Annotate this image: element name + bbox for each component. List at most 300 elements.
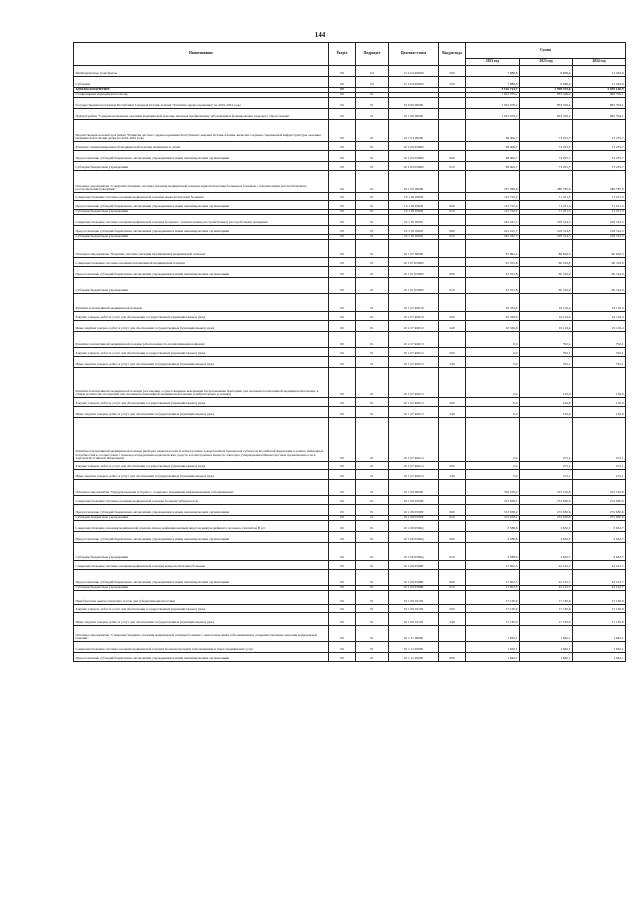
cell-subsection: 01: [356, 312, 389, 321]
cell-section: 09: [329, 418, 356, 462]
cell-amount-1: 222 247,7: [466, 226, 520, 235]
cell-section: 09: [329, 516, 356, 521]
table-row: [74, 357, 626, 368]
cell-subsection: 01: [356, 505, 389, 516]
cell-name: Субсидии бюджетным учреждениям: [74, 516, 329, 521]
cell-section: 08: [329, 77, 356, 88]
cell-expense-type: 600: [439, 505, 466, 516]
cell-amount-3: 792,1: [573, 332, 626, 348]
cell-name: Закупка товаров, работ и услуг для обеспечения государственных (муниципальных) нужд: [74, 462, 329, 470]
cell-subsection: 01: [356, 561, 389, 570]
cell-amount-2: 73 255,7: [520, 142, 573, 151]
cell-amount-3: 272 630,6: [573, 516, 626, 521]
table-row: [74, 642, 626, 653]
cell-amount-3: 60 319,9: [573, 278, 626, 294]
cell-subsection: 01: [356, 532, 389, 543]
cell-amount-3: 22 122,7: [573, 561, 626, 570]
table-row: [74, 120, 626, 142]
cell-section: 09: [329, 407, 356, 418]
cell-section: 09: [329, 142, 356, 151]
cell-subsection: 01: [356, 521, 389, 532]
cell-subsection: 01: [356, 543, 389, 561]
cell-name: Субсидии бюджетным учреждениям: [74, 210, 329, 215]
cell-subsection: 01: [356, 496, 389, 505]
cell-amount-3: 71 471,3: [573, 193, 626, 201]
cell-amount-3: 60 319,9: [573, 267, 626, 278]
cell-name: Развитие паллиативной медицинской помощи (посещения, осуществленные выездными патронажными бригадами для оказания паллиативной медицинской помощи, в общем количестве посещений для оказания паллиативной медицинской помощи в амбулаторных условиях): [74, 368, 329, 398]
cell-amount-3: 1 662,1: [573, 626, 626, 642]
cell-amount-1: 115 722,2: [466, 193, 520, 201]
cell-expense-type: [439, 591, 466, 605]
table-row: [74, 171, 626, 193]
cell-amount-1: 17 130,9: [466, 613, 520, 626]
cell-name: Приобретение диагностических тестов для туберкулинодиагностики: [74, 591, 329, 605]
table-row: [74, 462, 626, 470]
cell-expense-type: 240: [439, 613, 466, 626]
cell-amount-2: 833 326,2: [520, 93, 573, 98]
cell-subsection: 01: [356, 162, 389, 171]
table-row: [74, 215, 626, 226]
cell-section: 09: [329, 321, 356, 332]
cell-amount-3: 12 264,6: [573, 77, 626, 88]
cell-target-item: 10 1 05 0509I: [389, 193, 439, 201]
cell-section: 09: [329, 586, 356, 591]
cell-expense-type: 610: [439, 235, 466, 240]
cell-target-item: 10 1 09 10105: [389, 605, 439, 613]
cell-section: 09: [329, 98, 356, 109]
header-year-3: 2024 год: [573, 59, 626, 66]
cell-section: 09: [329, 109, 356, 120]
cell-section: 09: [329, 258, 356, 267]
cell-subsection: 01: [356, 570, 389, 586]
cell-amount-1: 61 555,8: [466, 258, 520, 267]
cell-target-item: 10 1 07 R2013: [389, 348, 439, 357]
table-row: [74, 368, 626, 398]
cell-name: Предоставление субсидий бюджетным, автономным учреждениям и иным некоммерческим организациям: [74, 532, 329, 543]
cell-name: Предоставление субсидий бюджетным, автономным учреждениям и иным некоммерческим организациям: [74, 653, 329, 662]
cell-amount-2: 792,1: [520, 332, 573, 348]
table-row: [74, 418, 626, 462]
cell-amount-3: 73 255,7: [573, 142, 626, 151]
cell-target-item: 10 1 07 0509N: [389, 258, 439, 267]
cell-amount-1: 222 247,7: [466, 235, 520, 240]
cell-amount-3: 60 319,9: [573, 258, 626, 267]
cell-subsection: 01: [356, 171, 389, 193]
table-row: [74, 258, 626, 267]
cell-subsection: 01: [356, 418, 389, 462]
cell-expense-type: [439, 521, 466, 532]
cell-expense-type: 520: [439, 77, 466, 88]
cell-amount-3: 272,1: [573, 462, 626, 470]
cell-amount-2: 19 116,4: [520, 312, 573, 321]
cell-amount-3: 218 314,3: [573, 235, 626, 240]
cell-section: 09: [329, 561, 356, 570]
cell-amount-3: 71 471,3: [573, 210, 626, 215]
table-row: [74, 226, 626, 235]
cell-target-item: 10 1 05 0509I: [389, 201, 439, 210]
cell-amount-3: 315 516,8: [573, 480, 626, 496]
cell-target-item: 10 1 07 R2014: [389, 462, 439, 470]
cell-subsection: 01: [356, 368, 389, 398]
cell-target-item: 10 0 00 00000: [389, 98, 439, 109]
cell-target-item: 10 1 05 0509J: [389, 235, 439, 240]
cell-subsection: 01: [356, 462, 389, 470]
cell-target-item: 10 1 09 0509R: [389, 570, 439, 586]
cell-section: 09: [329, 532, 356, 543]
cell-section: 09: [329, 613, 356, 626]
cell-target-item: 10 1 03 0509D: [389, 142, 439, 151]
cell-name: Закупка товаров, работ и услуг для обеспечения государственных (муниципальных) нужд: [74, 348, 329, 357]
cell-subsection: 01: [356, 357, 389, 368]
cell-amount-3: 73 255,7: [573, 151, 626, 162]
cell-target-item: 10 1 07 R2013: [389, 357, 439, 368]
cell-section: 09: [329, 605, 356, 613]
cell-subsection: 01: [356, 591, 389, 605]
cell-amount-1: 21 852,5: [466, 570, 520, 586]
cell-section: 09: [329, 496, 356, 505]
cell-subsection: 01: [356, 201, 389, 210]
cell-target-item: 10 1 03 0509D: [389, 162, 439, 171]
cell-subsection: 01: [356, 93, 389, 98]
cell-amount-2: 792,1: [520, 357, 573, 368]
cell-name: Предоставление субсидий бюджетным, автономным учреждениям и иным некоммерческим организациям: [74, 201, 329, 210]
cell-amount-3: 865 794,1: [573, 98, 626, 109]
cell-subsection: 01: [356, 258, 389, 267]
cell-amount-3: 865 794,1: [573, 109, 626, 120]
cell-subsection: 04: [356, 77, 389, 88]
cell-name: Ведомственная целевая программа "Развитие детского здравоохранения Республики Северная Осетия-Алания, включая создание современной инфраструктуры оказания медицинской помощи детям на 2019-2024 годы: [74, 120, 329, 142]
cell-amount-2: 71 471,3: [520, 210, 573, 215]
cell-name: ЗДРАВООХРАНЕНИЕ: [74, 88, 329, 93]
cell-expense-type: 610: [439, 210, 466, 215]
cell-amount-2: 218 314,3: [520, 226, 573, 235]
cell-expense-type: [439, 368, 466, 398]
table-row: [74, 398, 626, 407]
cell-expense-type: 200: [439, 348, 466, 357]
cell-section: 09: [329, 357, 356, 368]
cell-name: Развитие паллиативной медицинской помощи (обеспеченность паллиативными койками): [74, 332, 329, 348]
cell-amount-3: 218 314,3: [573, 215, 626, 226]
cell-name: Развитие специализированной медицинской помощи женщинам и детям: [74, 142, 329, 151]
cell-amount-2: 73 255,7: [520, 120, 573, 142]
cell-amount-1: 0,0: [466, 357, 520, 368]
cell-amount-2: 9 669,0: [520, 77, 573, 88]
cell-amount-1: 68 406,7: [466, 162, 520, 171]
cell-name: Закупка товаров, работ и услуг для обеспечения государственных (муниципальных) нужд: [74, 605, 329, 613]
cell-section: 09: [329, 278, 356, 294]
cell-target-item: 10 1 03 00000: [389, 120, 439, 142]
cell-target-item: 10 1 07 00000: [389, 240, 439, 258]
cell-section: 09: [329, 470, 356, 480]
cell-target-item: 10 1 09 0509Q: [389, 521, 439, 532]
cell-target-item: 10 1 05 00000: [389, 171, 439, 193]
header-section: Раздел: [329, 43, 356, 66]
cell-name: Развитие паллиативной медицинской помощи: [74, 294, 329, 312]
cell-subsection: 01: [356, 210, 389, 215]
cell-amount-2: 272 630,6: [520, 496, 573, 505]
cell-amount-3: 1 662,1: [573, 642, 626, 653]
cell-expense-type: 240: [439, 470, 466, 480]
cell-amount-3: 22 122,7: [573, 570, 626, 586]
cell-section: 09: [329, 120, 356, 142]
cell-amount-1: 81 892,4: [466, 240, 520, 258]
cell-subsection: 01: [356, 98, 389, 109]
cell-amount-1: 222 247,7: [466, 215, 520, 226]
cell-target-item: 10 1 05 0509J: [389, 215, 439, 226]
cell-amount-1: 7 888,8: [466, 77, 520, 88]
cell-amount-2: 289 785,6: [520, 171, 573, 193]
cell-target-item: 15 4 04 R2990: [389, 77, 439, 88]
cell-section: 09: [329, 193, 356, 201]
cell-subsection: 01: [356, 613, 389, 626]
cell-amount-2: 71 471,3: [520, 193, 573, 201]
budget-table: [73, 42, 626, 662]
cell-target-item: 10 1 09 0509P: [389, 516, 439, 521]
cell-amount-2: 17 130,9: [520, 605, 573, 613]
cell-amount-3: 80 656,5: [573, 240, 626, 258]
cell-name: Субсидии бюджетным учреждениям: [74, 162, 329, 171]
cell-section: 09: [329, 368, 356, 398]
cell-amount-3: 792,1: [573, 357, 626, 368]
cell-amount-2: 73 255,7: [520, 162, 573, 171]
cell-amount-2: 2 998 373,8: [520, 88, 573, 93]
cell-section: 09: [329, 332, 356, 348]
cell-subsection: 01: [356, 653, 389, 662]
table-row: [74, 561, 626, 570]
cell-amount-2: 272,1: [520, 470, 573, 480]
cell-section: 09: [329, 570, 356, 586]
cell-amount-3: 71 471,3: [573, 201, 626, 210]
cell-section: 09: [329, 88, 356, 93]
cell-amount-2: 9 669,0: [520, 66, 573, 77]
cell-amount-2: 792,1: [520, 348, 573, 357]
cell-amount-1: 1 023 079,2: [466, 93, 520, 98]
cell-expense-type: [439, 109, 466, 120]
cell-target-item: 10 1 07 R2010: [389, 294, 439, 312]
table-row: [74, 278, 626, 294]
table-row: [74, 240, 626, 258]
cell-name: Основное мероприятие "Совершенствование системы оказания медицинской помощи наркологическим больным и больным с психическими расстройствами и расстройствами поведения": [74, 171, 329, 193]
cell-target-item: 10 1 09 0509P: [389, 496, 439, 505]
cell-target-item: 10 1 07 0509N: [389, 267, 439, 278]
cell-section: 09: [329, 171, 356, 193]
cell-target-item: 10 1 00 00000: [389, 109, 439, 120]
cell-expense-type: [439, 642, 466, 653]
table-row: [74, 294, 626, 312]
table-row: [74, 407, 626, 418]
cell-subsection: 01: [356, 480, 389, 496]
cell-amount-2: 22 122,7: [520, 586, 573, 591]
table-row: [74, 267, 626, 278]
cell-name: Предоставление субсидий бюджетным, автономным учреждениям и иным некоммерческим организациям: [74, 226, 329, 235]
cell-amount-1: 337 969,8: [466, 171, 520, 193]
cell-target-item: 10 1 07 R2010: [389, 321, 439, 332]
cell-name: Основное мероприятие "Развитие системы оказания паллиативной медицинской помощи": [74, 240, 329, 258]
cell-expense-type: 200: [439, 398, 466, 407]
cell-amount-2: 1 662,1: [520, 642, 573, 653]
cell-amount-2: 3 632,7: [520, 532, 573, 543]
table-row: [74, 543, 626, 561]
cell-section: 09: [329, 151, 356, 162]
cell-amount-2: 1 662,1: [520, 626, 573, 642]
cell-subsection: 01: [356, 235, 389, 240]
cell-amount-3: 792,1: [573, 348, 626, 357]
cell-section: 09: [329, 348, 356, 357]
cell-amount-3: 3 632,7: [573, 521, 626, 532]
cell-amount-2: 156,0: [520, 398, 573, 407]
table-row: [74, 480, 626, 496]
cell-subsection: 01: [356, 586, 389, 591]
cell-expense-type: 610: [439, 278, 466, 294]
cell-expense-type: 600: [439, 151, 466, 162]
cell-amount-3: 272,1: [573, 470, 626, 480]
cell-amount-3: 17 130,9: [573, 613, 626, 626]
header-year-1: 2023 год: [466, 59, 520, 66]
cell-expense-type: 200: [439, 605, 466, 613]
cell-amount-1: 356 250,2: [466, 480, 520, 496]
cell-amount-1: 1 662,1: [466, 653, 520, 662]
cell-amount-2: 17 130,9: [520, 591, 573, 605]
cell-amount-1: 115 722,2: [466, 201, 520, 210]
cell-subsection: 01: [356, 151, 389, 162]
cell-name: Предоставление субсидий бюджетным, автономным учреждениям и иным некоммерческим организациям: [74, 151, 329, 162]
cell-subsection: 01: [356, 120, 389, 142]
cell-subsection: 01: [356, 470, 389, 480]
cell-amount-2: 19 116,4: [520, 294, 573, 312]
cell-target-item: 10 1 07 R2013: [389, 407, 439, 418]
cell-target-item: 10 1 09 0509Q: [389, 543, 439, 561]
cell-expense-type: 200: [439, 312, 466, 321]
cell-target-item: 10 1 07 R2013: [389, 398, 439, 407]
table-row: [74, 570, 626, 586]
cell-amount-3: 865 794,1: [573, 93, 626, 98]
cell-name: Иные закупки товаров, работ и услуг для обеспечения государственных (муниципальных) нужд: [74, 613, 329, 626]
cell-section: 09: [329, 162, 356, 171]
header-expense-type: Вид расхода: [439, 43, 466, 66]
cell-name: Совершенствование системы оказания медицинской помощи венерологическим больным: [74, 561, 329, 570]
cell-subsection: 01: [356, 332, 389, 348]
cell-expense-type: [439, 332, 466, 348]
cell-amount-3: 1 662,1: [573, 653, 626, 662]
header-subsection: Подраздел: [356, 43, 389, 66]
cell-section: 09: [329, 462, 356, 470]
cell-expense-type: 600: [439, 201, 466, 210]
cell-name: Совершенствование системы оказания паллиативной медицинской помощи: [74, 258, 329, 267]
cell-amount-3: 19 116,4: [573, 321, 626, 332]
cell-expense-type: [439, 120, 466, 142]
cell-name: Предоставление субсидий бюджетным, автономным учреждениям и иным некоммерческим организациям: [74, 267, 329, 278]
cell-amount-2: 22 122,7: [520, 570, 573, 586]
cell-subsection: 01: [356, 294, 389, 312]
cell-amount-2: 3 632,7: [520, 521, 573, 532]
header-name: Наименование: [74, 43, 329, 66]
cell-amount-1: 68 406,7: [466, 151, 520, 162]
cell-expense-type: 610: [439, 543, 466, 561]
cell-name: Совершенствование системы оказания медицинской помощи больным прочими заболеваниями и иных медицинских услуг: [74, 642, 329, 653]
cell-name: Стационарная медицинская помощь: [74, 93, 329, 98]
cell-amount-3: 3 632,7: [573, 532, 626, 543]
cell-expense-type: [439, 561, 466, 570]
cell-amount-2: 22 122,7: [520, 561, 573, 570]
cell-section: 09: [329, 521, 356, 532]
cell-expense-type: 240: [439, 407, 466, 418]
table-row: [74, 470, 626, 480]
cell-target-item: 10 1 07 R2014: [389, 470, 439, 480]
cell-target-item: 10 1 09 10105: [389, 613, 439, 626]
cell-subsection: 01: [356, 516, 389, 521]
cell-amount-2: 315 516,8: [520, 480, 573, 496]
cell-expense-type: [439, 480, 466, 496]
cell-amount-3: 3 632,7: [573, 543, 626, 561]
cell-amount-2: 833 326,2: [520, 98, 573, 109]
cell-subsection: 01: [356, 215, 389, 226]
table-row: [74, 626, 626, 642]
cell-target-item: 10 1 09 0509R: [389, 586, 439, 591]
cell-subsection: 04: [356, 66, 389, 77]
cell-amount-2: 833 326,2: [520, 109, 573, 120]
cell-amount-2: 218 314,3: [520, 215, 573, 226]
cell-expense-type: 500: [439, 66, 466, 77]
cell-amount-1: 68 406,7: [466, 142, 520, 151]
cell-section: 09: [329, 267, 356, 278]
table-row: [74, 605, 626, 613]
cell-name: Основное мероприятие "Предупреждение и борьба с социально значимыми инфекционными заболеваниями": [74, 480, 329, 496]
table-header: [74, 43, 626, 66]
cell-target-item: 10 1 09 10105: [389, 591, 439, 605]
cell-amount-1: 0,0: [466, 348, 520, 357]
cell-amount-3: 12 264,6: [573, 66, 626, 77]
cell-amount-1: 1 023 079,2: [466, 109, 520, 120]
cell-expense-type: 600: [439, 532, 466, 543]
cell-expense-type: [439, 294, 466, 312]
cell-amount-1: 21 852,5: [466, 586, 520, 591]
cell-amount-1: 17 130,9: [466, 591, 520, 605]
cell-amount-1: 0,0: [466, 368, 520, 398]
cell-name: Закупка товаров, работ и услуг для обеспечения государственных (муниципальных) нужд: [74, 312, 329, 321]
cell-expense-type: [439, 626, 466, 642]
cell-expense-type: [439, 142, 466, 151]
cell-amount-3: 218 314,3: [573, 226, 626, 235]
cell-expense-type: [439, 193, 466, 201]
cell-amount-3: 3 039 148,9: [573, 88, 626, 93]
table-row: [74, 142, 626, 151]
cell-target-item: 10 1 05 0509I: [389, 210, 439, 215]
cell-section: 09: [329, 480, 356, 496]
cell-subsection: 01: [356, 240, 389, 258]
cell-target-item: 15 4 04 R2990: [389, 66, 439, 77]
page-number: 144: [314, 31, 326, 39]
table-row: [74, 312, 626, 321]
cell-amount-3: 156,0: [573, 368, 626, 398]
cell-subsection: 01: [356, 109, 389, 120]
cell-expense-type: 200: [439, 462, 466, 470]
table-row: [74, 98, 626, 109]
cell-name: Субсидии бюджетным учреждениям: [74, 278, 329, 294]
cell-amount-3: 19 116,4: [573, 312, 626, 321]
cell-amount-2: 71 471,3: [520, 201, 573, 210]
cell-name: Совершенствование системы оказания медицинской помощи наркологическим больным: [74, 193, 329, 201]
table-row: [74, 332, 626, 348]
cell-amount-2: 156,0: [520, 368, 573, 398]
cell-amount-2: 218 314,3: [520, 235, 573, 240]
table-row: [74, 109, 626, 120]
cell-section: 09: [329, 215, 356, 226]
table-row: [74, 151, 626, 162]
table-row: [74, 201, 626, 210]
cell-target-item: 10 1 09 0509R: [389, 561, 439, 570]
cell-section: 09: [329, 626, 356, 642]
cell-section: 09: [329, 240, 356, 258]
